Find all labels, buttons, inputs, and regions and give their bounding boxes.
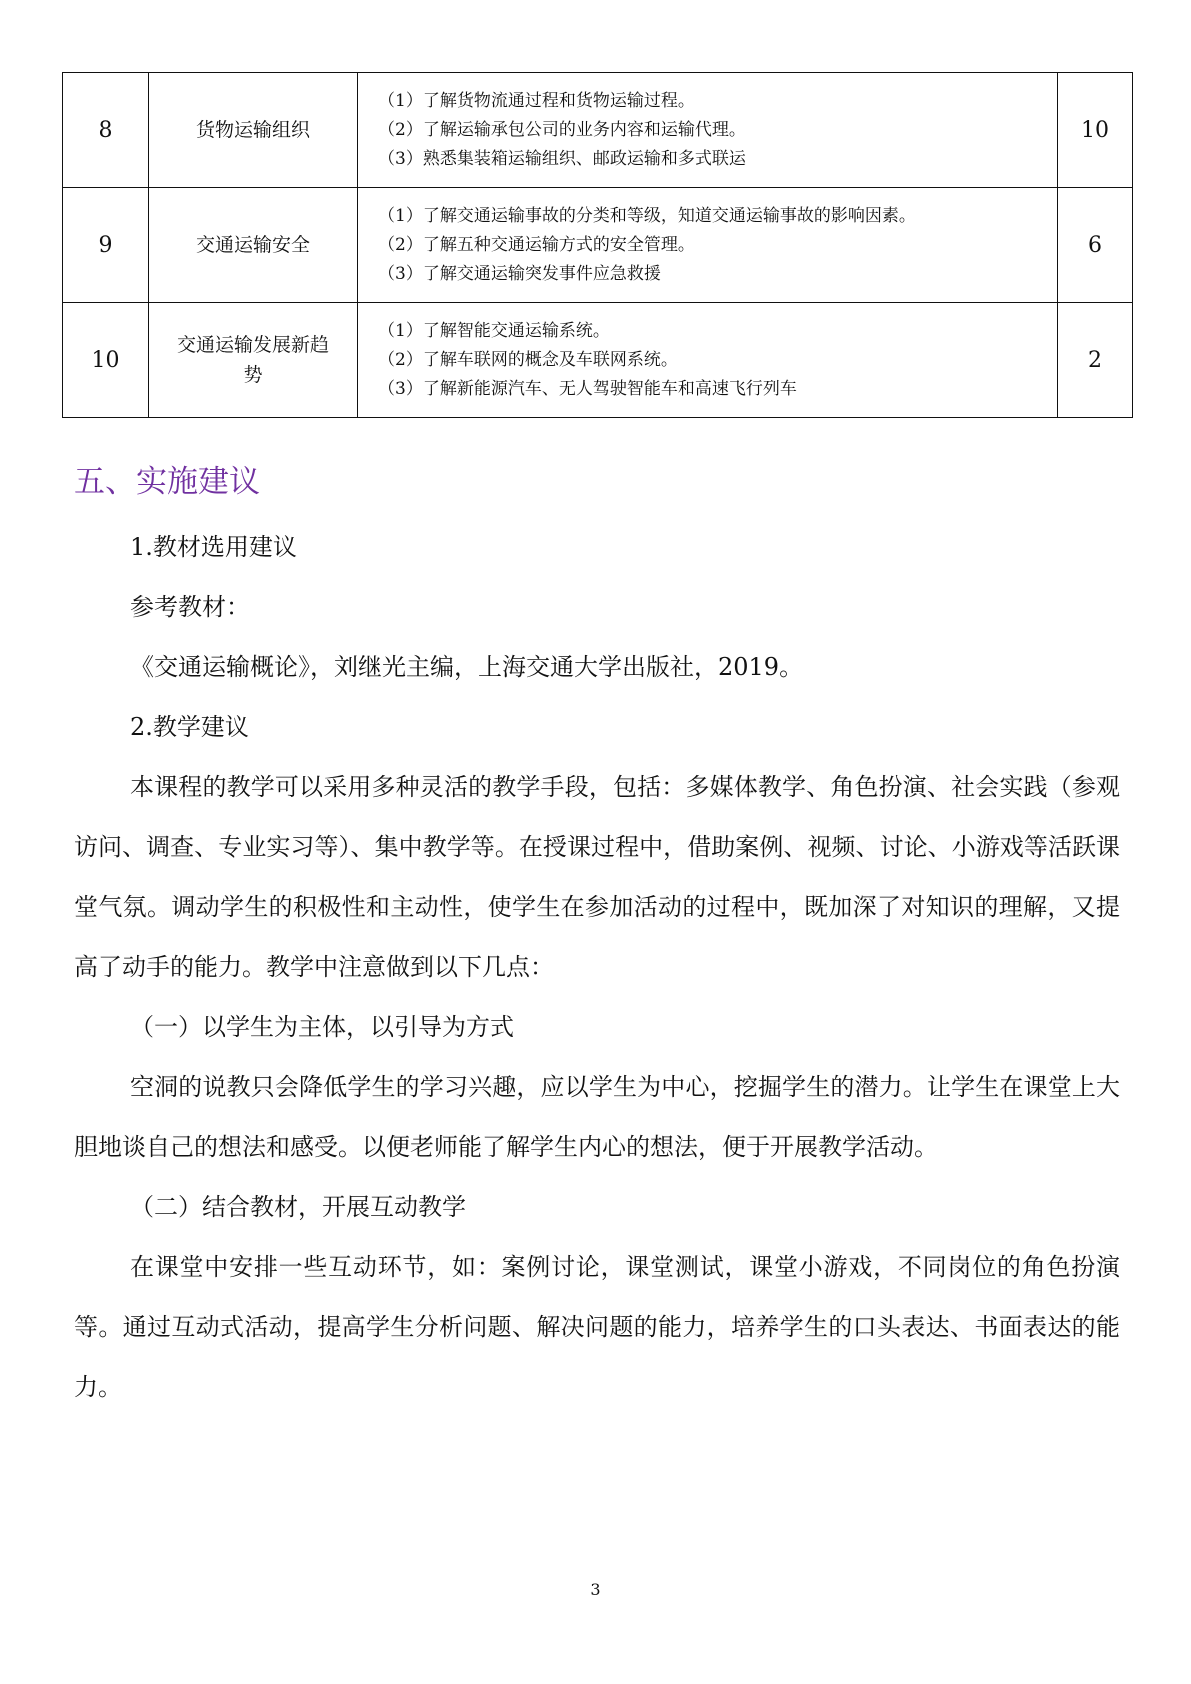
requirement-item: （1）了解智能交通运输系统。: [378, 320, 610, 341]
requirement-item: （2）了解车联网的概念及车联网系统。: [378, 349, 678, 370]
paragraph: 空洞的说教只会降低学生的学习兴趣，应以学生为中心，挖掘学生的潜力。让学生在课堂上大胆地谈自己的想法和感受。以便老师能了解学生内心的想法，便于开展教学活动。: [74, 1073, 1120, 1161]
requirement-item: （3）熟悉集装箱运输组织、邮政运输和多式联运: [378, 148, 746, 169]
row-number: 10: [63, 303, 149, 418]
subheading-textbook: 1.教材选用建议: [130, 533, 297, 561]
section-body: [74, 517, 1120, 1417]
requirement-item: （1）了解交通运输事故的分类和等级，知道交通运输事故的影响因素。: [378, 205, 916, 226]
row-number: 9: [63, 188, 149, 303]
course-content-table: [62, 72, 1133, 418]
table-row: [63, 303, 1133, 418]
table-row: [63, 73, 1133, 188]
row-number: 8: [63, 73, 149, 188]
module-name: 货物运输组织: [149, 73, 358, 188]
requirement-item: （2）了解运输承包公司的业务内容和运输代理。: [378, 119, 746, 140]
section-heading: 五、实施建议: [74, 464, 260, 500]
table-row: [63, 188, 1133, 303]
paragraph: 本课程的教学可以采用多种灵活的教学手段，包括：多媒体教学、角色扮演、社会实践（参观访问、调查、专业实习等）、集中教学等。在授课过程中，借助案例、视频、讨论、小游戏等活跃课堂气氛。调动学生的积极性和主动性，使学生在参加活动的过程中，既加深了对知识的理解，又提高了动手的能力。教学中注意做到以下几点：: [74, 773, 1120, 981]
point-heading: （二）结合教材，开展互动教学: [130, 1193, 466, 1221]
requirement-item: （1）了解货物流通过程和货物运输过程。: [378, 90, 695, 111]
module-requirements: [358, 188, 1058, 303]
point-heading: （一）以学生为主体，以引导为方式: [130, 1013, 514, 1041]
module-requirements: [358, 73, 1058, 188]
reference-book: 《交通运输概论》，刘继光主编，上海交通大学出版社，2019。: [130, 653, 804, 681]
requirement-item: （2）了解五种交通运输方式的安全管理。: [378, 234, 695, 255]
requirement-item: （3）了解交通运输突发事件应急救援: [378, 263, 661, 284]
subheading-teaching: 2.教学建议: [130, 713, 249, 741]
reference-label: 参考教材：: [130, 593, 250, 621]
class-hours: 6: [1058, 188, 1133, 303]
requirement-item: （3）了解新能源汽车、无人驾驶智能车和高速飞行列车: [378, 378, 797, 399]
class-hours: 2: [1058, 303, 1133, 418]
class-hours: 10: [1058, 73, 1133, 188]
paragraph: 在课堂中安排一些互动环节，如：案例讨论，课堂测试，课堂小游戏，不同岗位的角色扮演等。通过互动式活动，提高学生分析问题、解决问题的能力，培养学生的口头表达、书面表达的能力。: [74, 1253, 1120, 1401]
page-number: 3: [590, 1580, 601, 1599]
module-name: 交通运输发展新趋势: [149, 303, 358, 418]
module-requirements: [358, 303, 1058, 418]
module-name: 交通运输安全: [149, 188, 358, 303]
